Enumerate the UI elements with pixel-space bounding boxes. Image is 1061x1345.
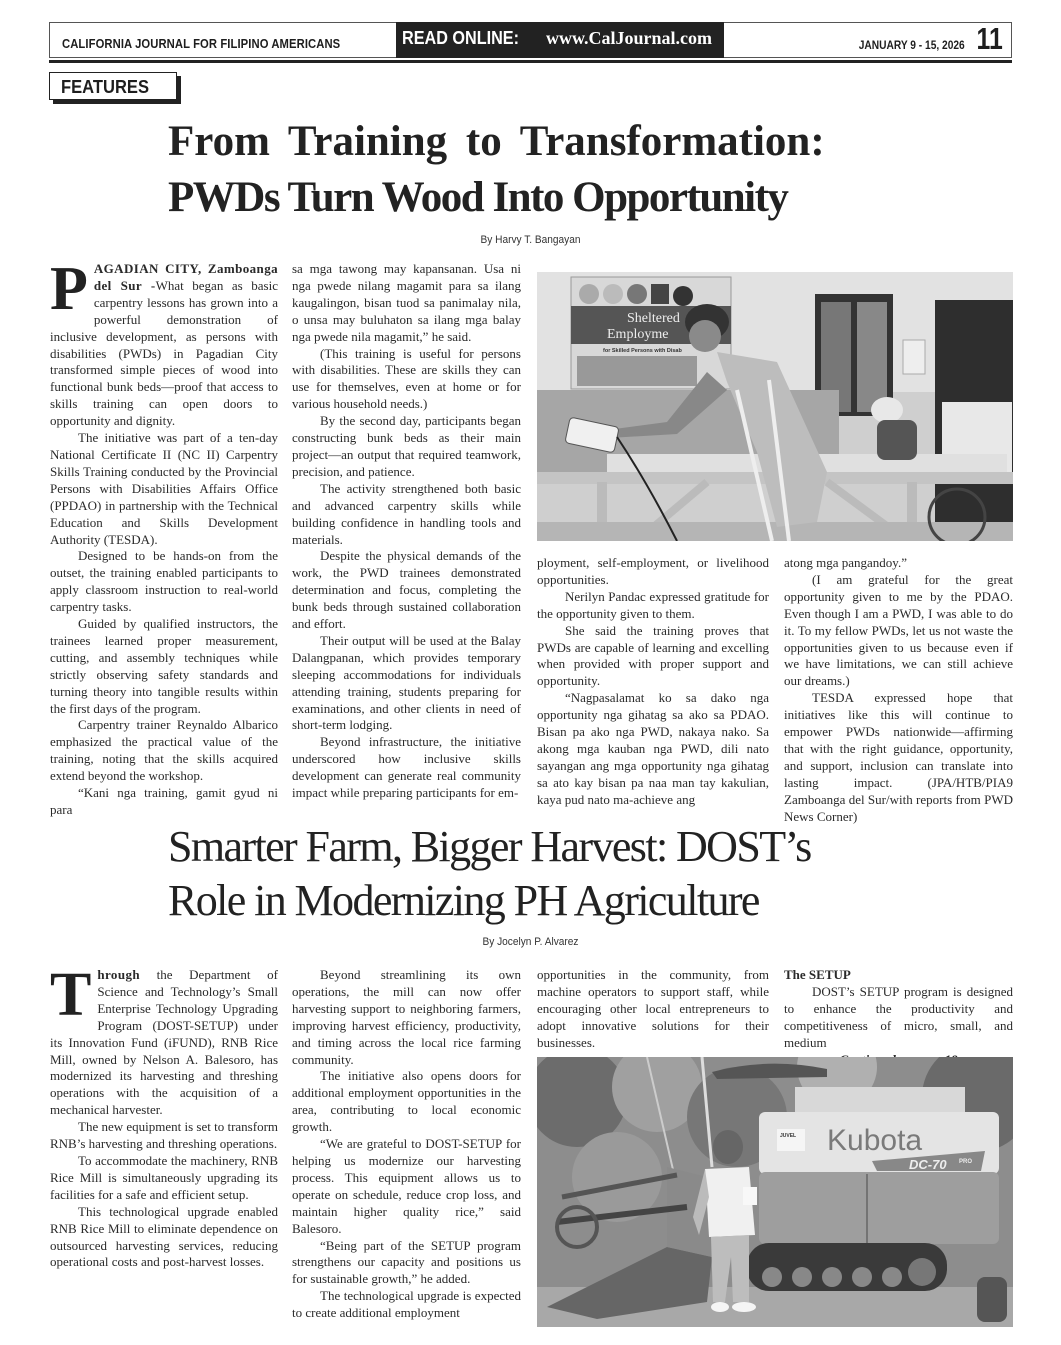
article2-column-4 [784, 967, 1013, 1068]
paragraph: Carpentry trainer Reynaldo Albarico emphasized the practical value of the training, noting that the skills acquired extend beyond the workshop. [50, 717, 278, 784]
issue-date: JANUARY 9 - 15, 2026 [858, 38, 965, 52]
masthead [49, 22, 1012, 58]
paragraph: “Being part of the SETUP program strengthens our capacity and positions us for sustainable growth,” he added. [292, 1237, 521, 1287]
section-label: FEATURES [61, 77, 150, 97]
article2-byline: By Jocelyn P. Alvarez [482, 936, 579, 948]
publication-name: CALIFORNIA JOURNAL FOR FILIPINO AMERICANS [62, 37, 341, 51]
harvester-model-suffix: PRO [959, 1159, 973, 1165]
article1-lead-text: What began as basic carpentry lessons has grown into a powerful demonstration of inclusive development, as persons with disabilities (PWDs) in Pagadian City transformed simple pieces of wood into functional bunk beds—proof that access to skills training can open doors to opportunity and dignity. [50, 277, 279, 429]
paragraph: To accommodate the machinery, RNB Rice Mill is simultaneously upgrading its facilities for a safe and efficient setup. [50, 1152, 278, 1202]
article1-column-3 [537, 555, 769, 809]
article2-lead-paragraph [50, 961, 278, 1119]
paragraph: Designed to be hands-on from the outset, the training enabled participants to apply classroom instruction to real-world carpentry tasks. [50, 548, 278, 615]
paragraph: TESDA expressed hope that initiatives like this will continue to empower PWDs nationwide—affirming that with the right guidance, opportunity, and support, inclusion can translate into lasting impact. (JPA/HTB/PIA9 Zamboanga del Sur/with reports from PWD News Corner) [784, 690, 1013, 824]
paragraph: The new equipment is set to transform RNB’s harvesting and threshing operations. [50, 1119, 279, 1152]
article2-headline-line2: Role in Modernizing PH Agriculture [168, 876, 759, 925]
paragraph: Nerilyn Pandac expressed gratitude for the opportunity given to them. [537, 588, 769, 621]
article2-column-3 [537, 967, 769, 1052]
harvester-brand-text: Kubota [827, 1124, 923, 1157]
article1-headline [168, 114, 908, 226]
website-link[interactable]: www.CalJournal.com [546, 28, 712, 48]
subhead-the-setup: The SETUP [784, 967, 851, 982]
article2-lead-bold: hrough [97, 967, 140, 982]
banner-text-line3: for Skilled Persons with Disab [603, 348, 682, 354]
paragraph: Their output will be used at the Balay Dalangpanan, which provides temporary sleeping accommodations for individuals attending training, students preparing for examinations, and other clients in need of short-term lodging. [292, 632, 521, 733]
paragraph-continuation: opportunities in the community, from machine operators to support staff, while encouraging other local entrepreneurs to adopt innovative solutions for their businesses. [537, 967, 769, 1050]
paragraph: The activity strengthened both basic and advanced carpentry skills while building confidence in handling tools and materials. [292, 480, 521, 547]
paragraph-continuation: atong mga pangandoy.” [784, 555, 907, 570]
paragraph: Despite the physical demands of the work, the PWD trainees demonstrated determination and focus, completing the bunk beds through sustained collaboration and effort. [292, 548, 521, 632]
article1-lead-paragraph [50, 255, 279, 430]
article2-column-1 [50, 961, 279, 1271]
paragraph: The initiative also opens doors for additional employment opportunities in the area, contributing to local economic growth. [292, 1068, 521, 1135]
article2-headline [168, 820, 928, 928]
paragraph: Guided by qualified instructors, the trainees learned proper measurement, cutting, and assembly techniques while strictly observing safety standards and turning theory into tangible results within the first days of the program. [50, 616, 278, 716]
paragraph: She said the training proves that PWDs are capable of learning and excelling when provided with proper support and opportunity. [537, 622, 769, 689]
paragraph: Beyond streamlining its own operations, the mill can now offer harvesting support to neighboring farmers, improving harvest efficiency, productivity, and timing across the local rice farming community. [292, 967, 521, 1067]
article1-headline-line2: PWDs Turn Wood Into Opportunity [168, 174, 788, 221]
paragraph: By the second day, participants began constructing bunk beds as their main project—an output that required teamwork, precision, and patience. [292, 413, 521, 479]
banner-text-line2: Employme [607, 327, 669, 342]
article1-byline: By Harvy T. Bangayan [480, 234, 581, 246]
harvester-photo [537, 1057, 1013, 1327]
article1-headline-line1: From Training to Transformation: [168, 118, 825, 165]
article1-dateline: AGADIAN CITY, Zamboanga del Sur - [93, 261, 278, 293]
paragraph: (I am grateful for the great opportunity given to me by the PDAO. Even though I am a PWD, I was able to do it. To my fellow PWDs, let us not waste the opportunities given to us because even if we have limitations, we can still achieve our dreams.) [784, 571, 1013, 689]
article2-column-2 [292, 967, 521, 1322]
paragraph: This technological upgrade enabled RNB Rice Mill to eliminate dependence on outsourced harvesting services, reducing operational costs and post-harvest losses. [50, 1203, 278, 1270]
page-number: 11 [976, 21, 1003, 56]
harvester-model-text: DC-70 [909, 1157, 947, 1172]
read-online-label: READ ONLINE: [402, 28, 519, 48]
paragraph-continuation: ployment, self-employment, or livelihood opportunities. [537, 555, 769, 587]
paragraph: (This training is useful for persons with disabilities. These are skills they can use for themselves, even at home or for various household needs.) [292, 345, 521, 412]
paragraph: “Nagpasalamat ko sa dako nga opportunity nga gihatag sa ako sa PDAO. Bisan pa ako nga PWD, nakaya nako. Sa akong mga kauban nga PWD, dili nato sayangan ang mga opportunity nga gihatag sa ato kay bisan pa naa man tay kakulian, kaya pud nato ma-achieve ang [537, 690, 769, 807]
paragraph: “We are grateful to DOST-SETUP for helping us modernize our harvesting process. This equipment allows us to operate on schedule, reduce crop loss, and maintain higher quality rice,” said Balesoro. [292, 1136, 521, 1236]
banner-text-line1: Sheltered [627, 311, 680, 326]
masthead-rule [49, 60, 1012, 63]
paragraph: The technological upgrade is expected to create additional employment [292, 1288, 521, 1321]
article2-photo [537, 1057, 1013, 1327]
paragraph: DOST’s SETUP program is designed to enhance the productivity and competitiveness of micro, small, and medium [784, 983, 1013, 1050]
carpentry-training-photo [537, 272, 1013, 541]
dealer-sticker-text: JUVEL [780, 1133, 797, 1139]
paragraph-continuation: sa mga tawong may kapansanan. Usa ni nga pwede nilang magamit para sa ilang kaugalingon, bisan tuod sa panimalay nila, o unsa may buluhaton sa ilang mga balay nga pwede nila magamit,” he said. [292, 261, 521, 344]
article1-column-4 [784, 555, 1013, 826]
article1-column-2 [292, 261, 521, 802]
read-online-banner [396, 22, 724, 58]
article2-dropcap: T [50, 961, 92, 1029]
paragraph: The initiative was part of a ten-day National Certificate II (NC II) Carpentry Skills Training conducted by the Provincial Persons with Disabilities Affairs Office (PPDAO) in partnership with the Technical Education and Skills Development Authority (TESDA). [50, 430, 278, 547]
paragraph: “Kani nga training, gamit gyud ni para [50, 785, 278, 817]
paragraph: Beyond infrastructure, the initiative underscored how inclusive skills development can generate real community impact while preparing participants for em- [292, 734, 521, 801]
article1-dropcap: P [50, 255, 88, 323]
article2-headline-line1: Smarter Farm, Bigger Harvest: DOST’s [168, 822, 811, 871]
article1-column-1 [50, 255, 279, 819]
article1-photo [537, 272, 1013, 541]
section-tag [49, 72, 177, 100]
article2-lead-text: the Department of Science and Technology’s Small Enterprise Technology Upgrading Program (DOST-SETUP) under its Innovation Fund (iFUND), RNB Rice Mill, owned by Nelson A. Balesoro, has modernized its harvesting and threshing operations with the acquisition of a mechanical harvester. [50, 967, 278, 1118]
